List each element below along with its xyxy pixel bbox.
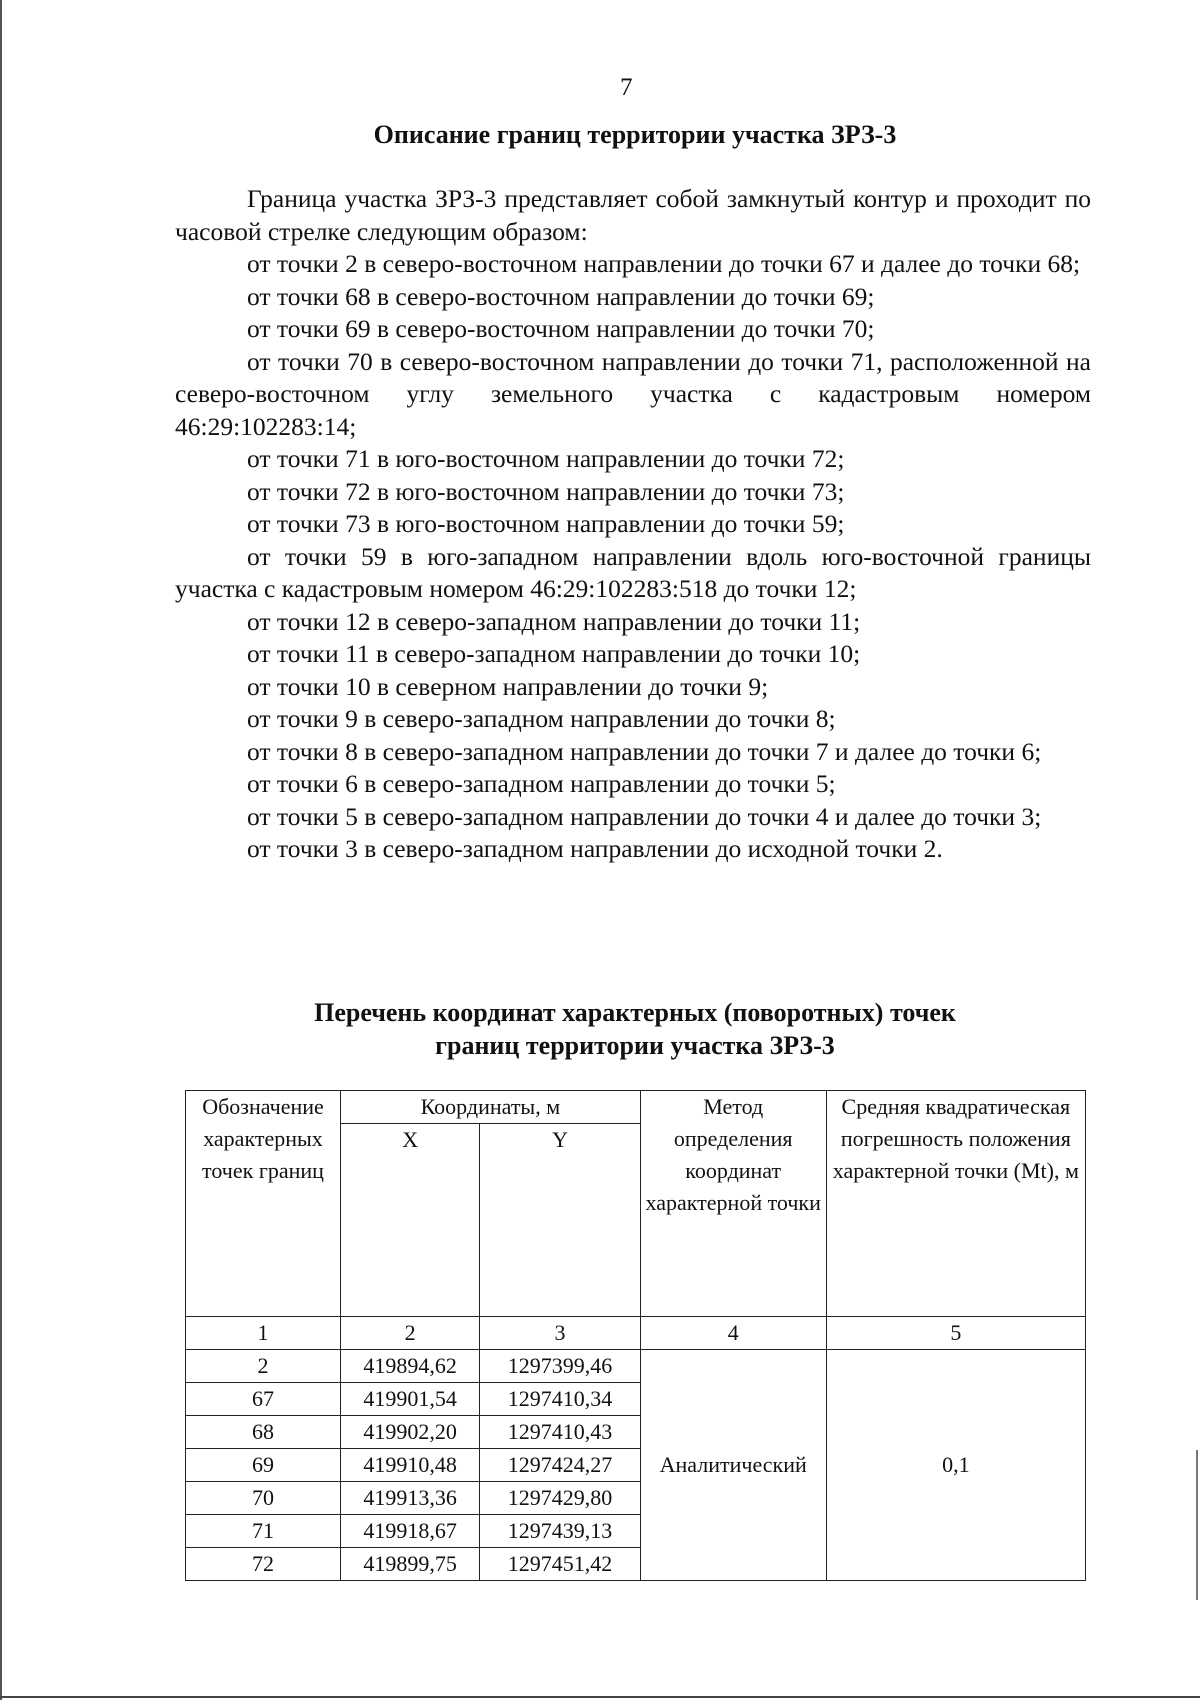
boundary-description <box>175 183 1091 866</box>
cell-point: 68 <box>186 1416 341 1449</box>
paragraph: от точки 3 в северо-западном направлении до исходной точки 2. <box>247 834 943 863</box>
cell-x: 419910,48 <box>340 1449 479 1482</box>
column-number: 4 <box>640 1317 826 1350</box>
cell-y: 1297424,27 <box>480 1449 640 1482</box>
section-title: Описание границ территории участка ЗРЗ-3 <box>373 120 897 149</box>
cell-y: 1297410,34 <box>480 1383 640 1416</box>
cell-y: 1297429,80 <box>480 1482 640 1515</box>
paragraph: от точки 5 в северо-западном направлении до точки 4 и далее до точки 3; <box>247 801 1042 831</box>
cell-x: 419901,54 <box>340 1383 479 1416</box>
cell-x: 419894,62 <box>340 1350 479 1383</box>
table-title-line: границ территории участка ЗРЗ-3 <box>435 1031 835 1060</box>
cell-method: Аналитический <box>640 1350 826 1581</box>
header-coordinates: Координаты, м <box>340 1091 640 1124</box>
cell-point: 72 <box>186 1548 341 1581</box>
coordinates-table <box>185 1090 1086 1581</box>
paragraph: от точки 71 в юго-восточном направлении до точки 72; <box>247 444 845 473</box>
column-number-row <box>186 1317 1086 1350</box>
paragraph: от точки 8 в северо-западном направлении до точки 7 и далее до точки 6; <box>247 736 1042 766</box>
cell-y: 1297410,43 <box>480 1416 640 1449</box>
paragraph: от точки 10 в северном направлении до точки 9; <box>247 671 769 701</box>
cell-x: 419899,75 <box>340 1548 479 1581</box>
cell-y: 1297439,13 <box>480 1515 640 1548</box>
cell-x: 419902,20 <box>340 1416 479 1449</box>
cell-point: 69 <box>186 1449 341 1482</box>
table-title-line: Перечень координат характерных (поворотных) точек <box>314 998 956 1027</box>
paragraph: от точки 12 в северо-западном направлении до точки 11; <box>247 606 861 636</box>
header-error: Средняя квадратическая погрешность положения характерной точки (Mt), м <box>826 1091 1085 1317</box>
header-y: Y <box>480 1124 640 1317</box>
scan-edge-right <box>1196 1450 1198 1600</box>
cell-point: 2 <box>186 1350 341 1383</box>
cell-x: 419913,36 <box>340 1482 479 1515</box>
paragraph: от точки 6 в северо-западном направлении до точки 5; <box>247 769 836 798</box>
paragraph: от точки 59 в юго-западном направлении вдоль юго-восточной границы участка с кадастровым номером 46:29:102283:518 до точки 12; <box>175 541 1091 603</box>
column-number: 2 <box>340 1317 479 1350</box>
paragraph: от точки 68 в северо-восточном направлении до точки 69; <box>247 281 875 311</box>
paragraph: от точки 70 в северо-восточном направлении до точки 71, расположенной на северо-восточном углу земельного участка с кадастровым номером 46:29:102283:14; <box>175 346 1091 441</box>
cell-error: 0,1 <box>826 1350 1085 1581</box>
paragraph: от точки 2 в северо-восточном направлении до точки 67 и далее до точки 68; <box>247 249 1081 278</box>
column-number: 1 <box>186 1317 341 1350</box>
header-point-designation: Обозначение характерных точек границ <box>186 1091 341 1317</box>
paragraph: от точки 73 в юго-восточном направлении до точки 59; <box>247 509 845 538</box>
header-method: Метод определения координат характерной точки <box>640 1091 826 1317</box>
table-row <box>186 1350 1086 1383</box>
cell-x: 419918,67 <box>340 1515 479 1548</box>
header-x: X <box>340 1124 479 1317</box>
cell-y: 1297451,42 <box>480 1548 640 1581</box>
table-title <box>175 996 1095 1062</box>
paragraph: от точки 69 в северо-восточном направлении до точки 70; <box>247 314 875 343</box>
page-number: 7 <box>620 74 633 101</box>
paragraph: от точки 9 в северо-западном направлении до точки 8; <box>247 704 836 733</box>
paragraph: от точки 72 в юго-восточном направлении до точки 73; <box>247 476 845 506</box>
paragraph: от точки 11 в северо-западном направлении до точки 10; <box>247 639 861 668</box>
scan-edge-bottom <box>0 1696 1200 1698</box>
cell-point: 70 <box>186 1482 341 1515</box>
paragraph: Граница участка ЗРЗ-3 представляет собой замкнутый контур и проходит по часовой стрелке следующим образом: <box>175 184 1091 246</box>
scan-edge-left <box>0 0 2 1700</box>
cell-y: 1297399,46 <box>480 1350 640 1383</box>
column-number: 3 <box>480 1317 640 1350</box>
cell-point: 71 <box>186 1515 341 1548</box>
column-number: 5 <box>826 1317 1085 1350</box>
cell-point: 67 <box>186 1383 341 1416</box>
table-header-row <box>186 1091 1086 1124</box>
